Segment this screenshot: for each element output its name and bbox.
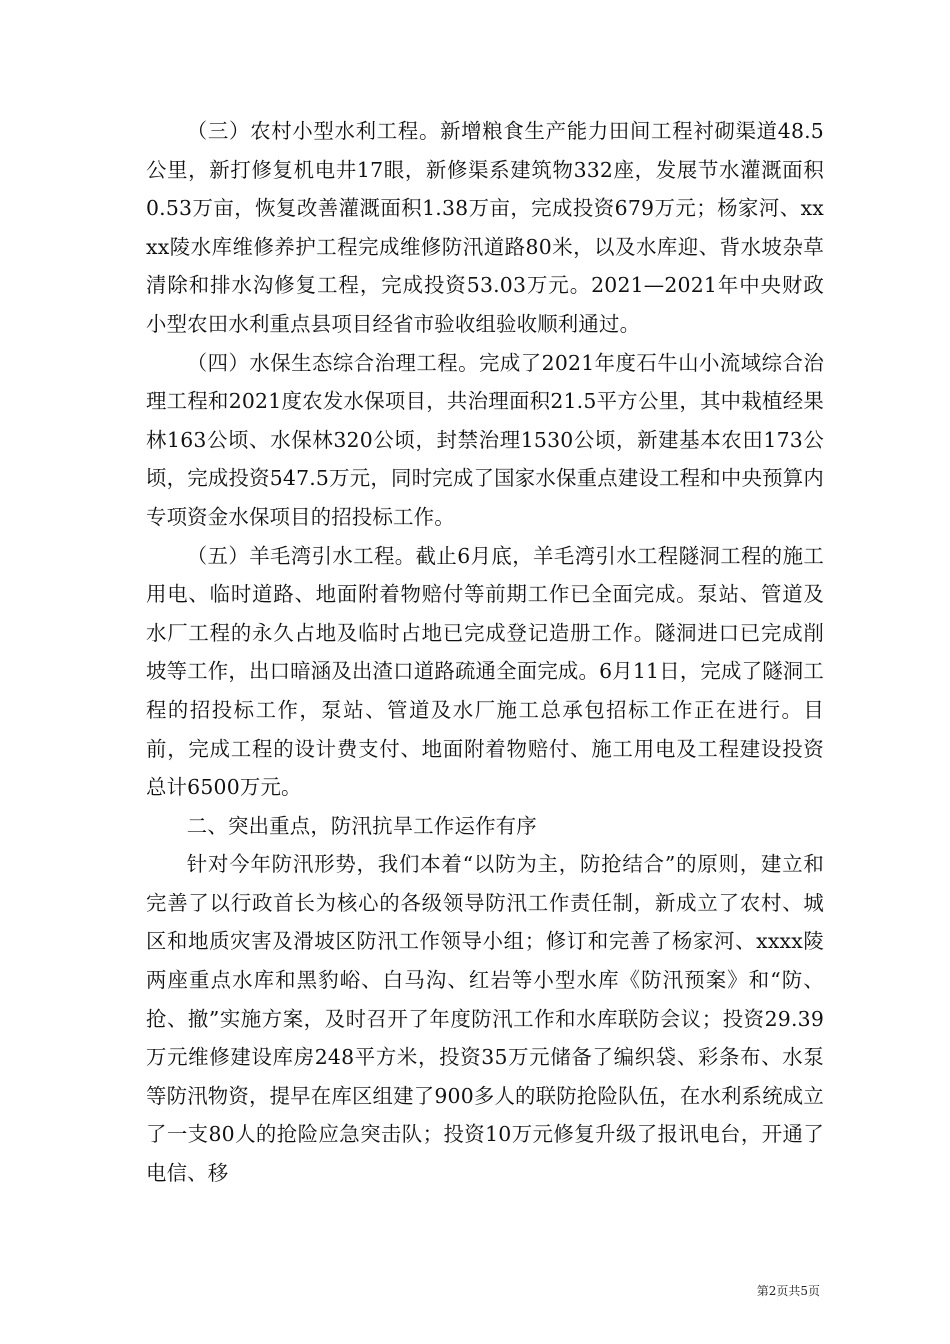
paragraph-soil-conservation: （四）水保生态综合治理工程。完成了2021年度石牛山小流域综合治理工程和2021度农发水保项目，共治理面积21.5平方公里，其中栽植经果林163公顷、水保林320公顷，封禁治理1530公顷，新建基本农田173公顷，完成投资547.5万元，同时完成了国家水保重点建设工程和中央预算内专项资金水保项目的招投标工作。	[146, 350, 824, 529]
paragraph-yangmaowan-diversion: （五）羊毛湾引水工程。截止6月底，羊毛湾引水工程隧洞工程的施工用电、临时道路、地面附着物赔付等前期工作已全面完成。泵站、管道及水厂工程的永久占地及临时占地已完成登记造册工作。隧洞进口已完成削坡等工作，出口暗涵及出渣口道路疏通全面完成。6月11日，完成了隧洞工程的招投标工作，泵站、管道及水厂施工总承包招标工作正在进行。目前，完成工程的设计费支付、地面附着物赔付、施工用电及工程建设投资总计6500万元。	[146, 543, 824, 800]
page-number: 第2页共5页	[756, 1284, 820, 1298]
paragraph-rural-water-works: （三）农村小型水利工程。新增粮食生产能力田间工程衬砌渠道48.5公里，新打修复机电井17眼，新修渠系建筑物332座，发展节水灌溉面积0.53万亩，恢复改善灌溉面积1.38万亩，完成投资679万元；杨家河、xxxx陵水库维修养护工程完成维修防汛道路80米，以及水库迎、背水坡杂草清除和排水沟修复工程，完成投资53.03万元。2021—2021年中央财政小型农田水利重点县项目经省市验收组验收顺利通过。	[146, 119, 824, 336]
document-body	[146, 112, 824, 1193]
section-heading-flood-control: 二、突出重点，防汛抗旱工作运作有序	[186, 813, 537, 838]
paragraph-flood-control: 针对今年防汛形势，我们本着“以防为主，防抢结合”的原则，建立和完善了以行政首长为核心的各级领导防汛工作责任制，新成立了农村、城区和地质灾害及滑坡区防汛工作领导小组；修订和完善了杨家河、xxxx陵两座重点水库和黑豹峪、白马沟、红岩等小型水库《防汛预案》和“防、抢、撤”实施方案，及时召开了年度防汛工作和水库联防会议；投资29.39万元维修建设库房248平方米，投资35万元储备了编织袋、彩条布、水泵等防汛物资，提早在库区组建了900多人的联防抢险队伍，在水利系统成立了一支80人的抢险应急突击队；投资10万元修复升级了报讯电台，开通了电信、移	[146, 852, 824, 1186]
